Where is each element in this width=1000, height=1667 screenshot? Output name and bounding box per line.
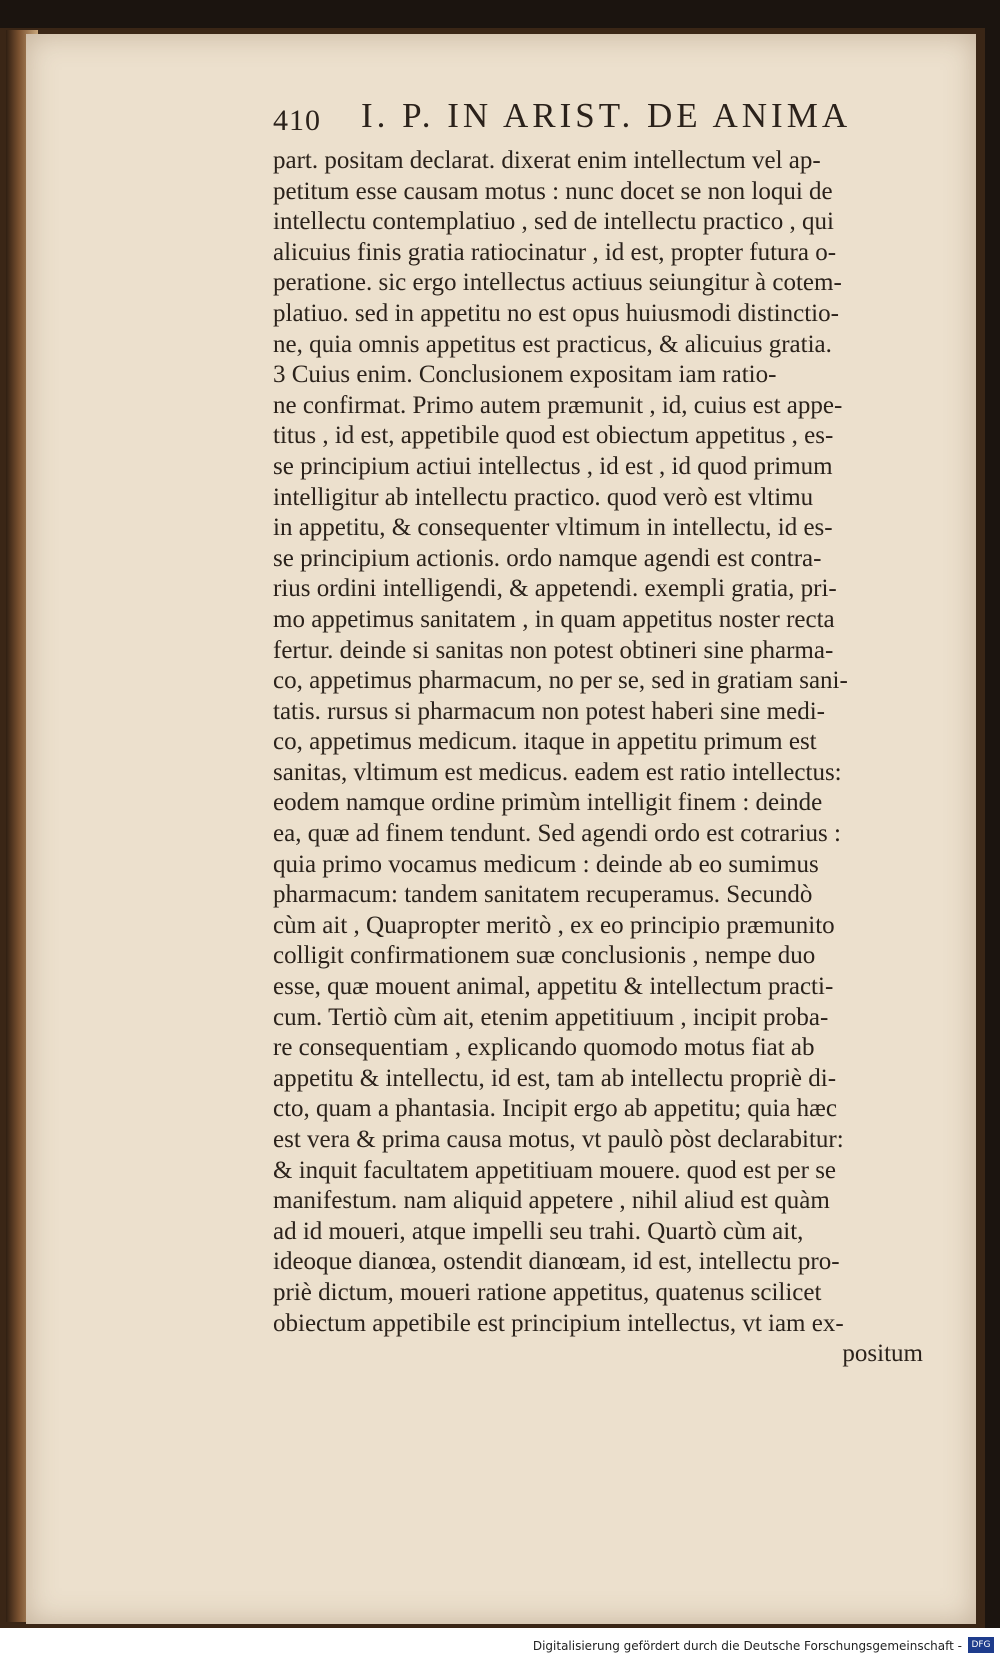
text-line: ea, quæ ad finem tendunt. Sed agendi ordo est cotrarius : xyxy=(273,820,841,848)
text-line: manifestum. nam aliquid appetere , nihil aliud est quàm xyxy=(273,1187,830,1215)
text-line: ad id moueri, atque impelli seu trahi. Quartò cùm ait, xyxy=(273,1217,804,1245)
dfg-logo: DFG xyxy=(968,1637,994,1653)
text-line: quia primo vocamus medicum : deinde ab eo sumimus xyxy=(273,850,819,878)
text-line: intellectu contemplatiuo , sed de intellectu practico , qui xyxy=(273,208,834,236)
running-head xyxy=(273,96,973,146)
text-line: est vera & prima causa motus, vt paulò pòst declarabitur: xyxy=(273,1126,844,1153)
footer-bar xyxy=(0,1628,1000,1667)
text-area xyxy=(273,96,973,1596)
body-text xyxy=(273,146,923,1370)
text-line: fertur. deinde si sanitas non potest obtineri sine pharma- xyxy=(273,636,834,664)
catchword: positum xyxy=(842,1340,923,1368)
book-page xyxy=(26,34,976,1624)
text-line: cto, quam a phantasia. Incipit ergo ab appetitu; quia hæc xyxy=(273,1095,837,1123)
text-line: sanitas, vltimum est medicus. eadem est ratio intellectus: xyxy=(273,758,842,786)
text-line: platiuo. sed in appetitu no est opus huiusmodi distinctio- xyxy=(273,299,839,327)
text-line: ne, quia omnis appetitus est practicus, & alicuius gratia. xyxy=(273,330,832,358)
text-line: re consequentiam , explicando quomodo motus fiat ab xyxy=(273,1034,815,1062)
text-line: appetitu & intellectu, id est, tam ab intellectu propriè di- xyxy=(273,1064,837,1092)
text-line: mo appetimus sanitatem , in quam appetitus noster recta xyxy=(273,605,835,633)
page-number: 410 xyxy=(273,104,321,137)
book-binding xyxy=(0,28,985,1628)
header-title: I. P. IN ARIST. DE ANIMA xyxy=(361,96,852,135)
text-line: & inquit facultatem appetitiuam mouere. quod est per se xyxy=(273,1156,837,1184)
text-line: co, appetimus pharmacum, no per se, sed in gratiam sani- xyxy=(273,667,848,695)
text-line: se principium actiui intellectus , id est , id quod primum xyxy=(273,452,833,480)
text-line: pharmacum: tandem sanitatem recuperamus. Secundò xyxy=(273,881,813,909)
text-line: peratione. sic ergo intellectus actiuus seiungitur à cotem- xyxy=(273,269,842,297)
text-line: ne confirmat. Primo autem præmunit , id, cuius est appe- xyxy=(273,391,843,419)
text-line: rius ordini intelligendi, & appetendi. exempli gratia, pri- xyxy=(273,575,837,603)
text-line: intelligitur ab intellectu practico. quod verò est vltimu xyxy=(273,483,814,511)
text-line: ideoque dianœa, ostendit dianœam, id est, intellectu pro- xyxy=(273,1248,840,1276)
text-line: co, appetimus medicum. itaque in appetitu primum est xyxy=(273,728,817,756)
digitization-credit: Digitalisierung gefördert durch die Deutsche Forschungsgemeinschaft - xyxy=(532,1639,962,1653)
text-line: se principium actionis. ordo namque agendi est contra- xyxy=(273,544,822,572)
text-line: cùm ait , Quapropter meritò , ex eo principio præmunito xyxy=(273,911,835,939)
text-line: in appetitu, & consequenter vltimum in intellectu, id es- xyxy=(273,514,833,542)
text-line: petitum esse causam motus : nunc docet se non loqui de xyxy=(273,177,833,205)
text-line: alicuius finis gratia ratiocinatur , id est, propter futura o- xyxy=(273,238,837,266)
text-line: eodem namque ordine primùm intelligit finem : deinde xyxy=(273,789,823,817)
text-line: tatis. rursus si pharmacum non potest haberi sine medi- xyxy=(273,697,825,725)
text-line: obiectum appetibile est principium intellectus, vt iam ex- xyxy=(273,1309,844,1337)
text-line: cum. Tertiò cùm ait, etenim appetitiuum , incipit proba- xyxy=(273,1003,829,1031)
text-line: priè dictum, moueri ratione appetitus, quatenus scilicet xyxy=(273,1278,822,1306)
text-line: 3 Cuius enim. Conclusionem expositam iam ratio- xyxy=(273,361,777,389)
text-line: esse, quæ mouent animal, appetitu & intellectum practi- xyxy=(273,973,834,1001)
text-line: titus , id est, appetibile quod est obiectum appetitus , es- xyxy=(273,422,834,450)
text-line: colligit confirmationem suæ conclusionis , nempe duo xyxy=(273,942,816,970)
text-line: part. positam declarat. dixerat enim intellectum vel ap- xyxy=(273,147,821,174)
